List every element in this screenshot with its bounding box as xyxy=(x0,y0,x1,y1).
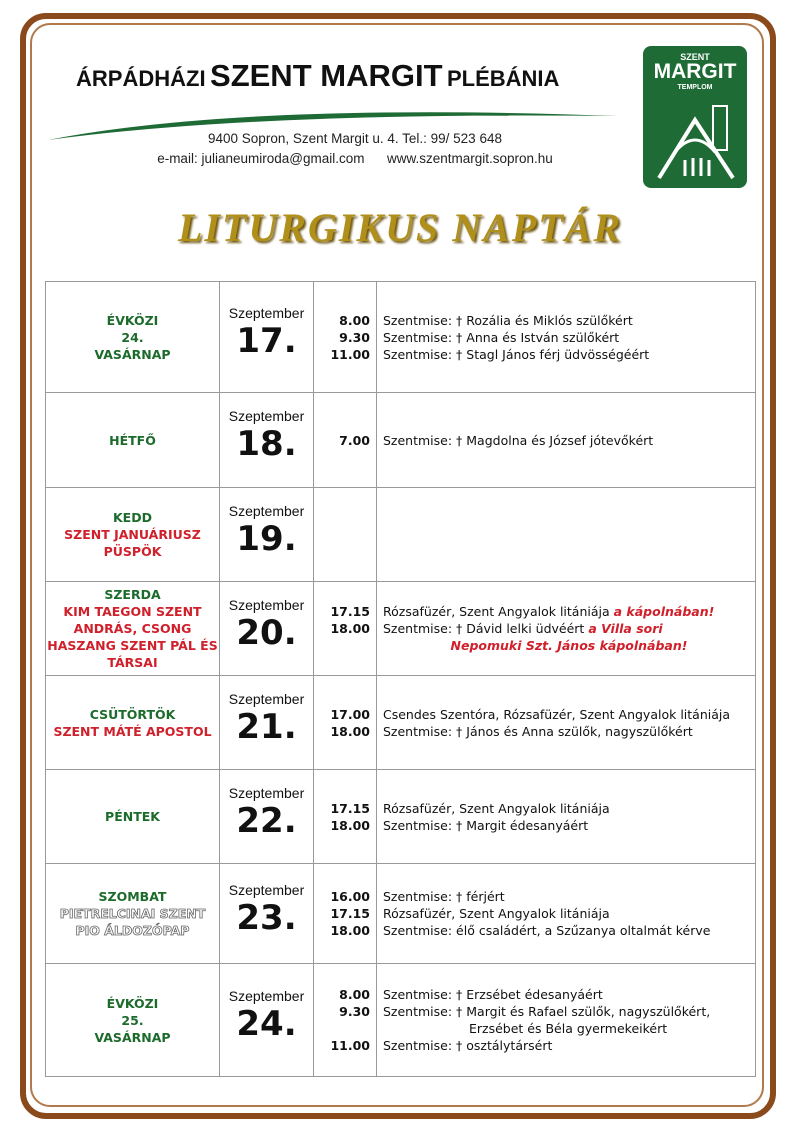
logo-sub-text: TEMPLOM xyxy=(677,84,713,91)
event-text: Nepomuki Szt. János kápolnában! xyxy=(450,638,688,653)
table-row xyxy=(46,582,756,676)
event-line xyxy=(383,637,755,654)
day-name-cell xyxy=(46,864,220,964)
event-line xyxy=(383,329,755,346)
event-cell xyxy=(377,282,756,393)
event-line xyxy=(383,800,755,817)
title-post: PLÉBÁNIA xyxy=(446,66,560,91)
table-row xyxy=(46,282,756,393)
day-name-line: CSÜTÖRTÖK xyxy=(89,706,176,722)
time-cell xyxy=(314,770,377,864)
event-cell xyxy=(377,393,756,488)
month-label: Szeptember xyxy=(228,988,305,1004)
day-number: 21. xyxy=(236,706,297,747)
day-name-cell xyxy=(46,582,220,676)
event-text: Rózsafüzér, Szent Angyalok litániája xyxy=(383,906,610,921)
title-pre: ÁRPÁDHÁZI xyxy=(76,66,206,91)
event-text: Szentmise: † János és Anna szülők, nagyszülőkért xyxy=(383,723,693,739)
event-text: Szentmise: † osztálytársért xyxy=(383,1038,553,1053)
date-cell xyxy=(220,488,314,582)
event-cell xyxy=(377,964,756,1077)
event-text: Szentmise: élő családért, a Szűzanya oltalmát kérve xyxy=(383,923,711,938)
date-cell xyxy=(220,393,314,488)
mass-time: 18.00 xyxy=(330,923,370,938)
month-label: Szeptember xyxy=(228,784,305,801)
day-name-cell xyxy=(46,676,220,770)
logo-main-text: MARGIT xyxy=(653,60,737,83)
time-cell xyxy=(314,864,377,964)
event-line xyxy=(383,723,755,740)
event-line xyxy=(383,1037,755,1054)
day-name-line: PIO ÁLDOZÓPAP xyxy=(75,923,190,938)
liturgical-calendar-table xyxy=(45,281,756,1077)
parish-logo xyxy=(643,46,747,188)
mass-time: 18.00 xyxy=(330,817,370,833)
parish-title xyxy=(76,58,616,94)
mass-time: 8.00 xyxy=(339,987,370,1002)
table-row xyxy=(46,393,756,488)
contact-line xyxy=(120,151,590,166)
date-cell xyxy=(220,282,314,393)
event-text: Csendes Szentóra, Rózsafüzér, Szent Angyalok litániája xyxy=(383,706,731,722)
day-name-line: HÉTFŐ xyxy=(109,432,156,448)
day-name-line: ÉVKÖZI xyxy=(106,312,159,328)
day-name-line: KIM TAEGON SZENT xyxy=(63,604,202,619)
day-name-cell xyxy=(46,964,220,1077)
email-link[interactable]: e-mail: julianeumiroda@gmail.com xyxy=(157,151,365,166)
address-line: 9400 Sopron, Szent Margit u. 4. Tel.: 99/ 523 648 xyxy=(208,131,502,146)
event-text: Szentmise: † Erzsébet édesanyáért xyxy=(383,987,603,1002)
event-text: Erzsébet és Béla gyermekeikért xyxy=(469,1021,668,1036)
mass-time: 17.15 xyxy=(330,800,370,816)
day-name-line: HASZANG SZENT PÁL ÉS xyxy=(47,638,218,653)
month-label: Szeptember xyxy=(228,305,305,321)
time-cell xyxy=(314,488,377,582)
event-line xyxy=(383,312,755,329)
month-label: Szeptember xyxy=(228,596,305,613)
mass-time: 7.00 xyxy=(339,432,370,448)
event-line xyxy=(383,1020,755,1037)
date-cell xyxy=(220,676,314,770)
event-text: Szentmise: † Anna és István szülőkért xyxy=(383,329,620,345)
time-cell xyxy=(314,282,377,393)
day-name-line: SZENT JANUÁRIUSZ xyxy=(64,527,201,542)
day-name-cell xyxy=(46,393,220,488)
day-name-line: PÉNTEK xyxy=(105,809,160,824)
table-row xyxy=(46,864,756,964)
time-cell xyxy=(314,964,377,1077)
mass-time: 17.15 xyxy=(330,906,370,921)
event-text: a kápolnában! xyxy=(613,604,715,619)
event-line xyxy=(383,817,755,834)
table-row xyxy=(46,488,756,582)
mass-time: 16.00 xyxy=(330,889,370,904)
day-name-line: KEDD xyxy=(113,510,152,525)
event-text: Szentmise: † Margit és Rafael szülők, nagyszülőkért, xyxy=(383,1004,711,1019)
day-name-line: ÉVKÖZI xyxy=(106,995,159,1011)
date-cell xyxy=(220,964,314,1077)
event-cell xyxy=(377,770,756,864)
mass-time: 18.00 xyxy=(330,621,370,636)
day-name-line: SZERDA xyxy=(104,587,161,602)
date-cell xyxy=(220,864,314,964)
event-line xyxy=(383,346,755,363)
mass-time: 8.00 xyxy=(339,312,370,328)
church-icon xyxy=(653,92,737,182)
day-name-line: 24. xyxy=(121,329,144,345)
table-row xyxy=(46,770,756,864)
event-line xyxy=(383,986,755,1003)
day-name-line: SZOMBAT xyxy=(98,889,167,904)
day-name-line: PIETRELCINAI SZENT xyxy=(59,906,206,921)
date-cell xyxy=(220,582,314,676)
mass-time: 17.00 xyxy=(330,706,370,722)
day-name-line: VASÁRNAP xyxy=(94,346,171,362)
event-cell xyxy=(377,864,756,964)
event-line xyxy=(383,888,755,905)
event-text: Szentmise: † férjért xyxy=(383,889,505,904)
event-text: Rózsafüzér, Szent Angyalok litániája xyxy=(383,800,610,816)
day-number: 19. xyxy=(236,518,297,559)
logo-top-text: SZENT xyxy=(680,52,710,62)
website-link[interactable]: www.szentmargit.sopron.hu xyxy=(386,151,553,166)
event-line xyxy=(383,905,755,922)
event-text: Szentmise: † Magdolna és József jótevőkért xyxy=(383,432,654,448)
day-name-line: SZENT MÁTÉ APOSTOL xyxy=(53,723,212,739)
event-line xyxy=(383,1003,755,1020)
day-name-line: ANDRÁS, CSONG xyxy=(73,621,192,636)
day-name-line: PÜSPÖK xyxy=(103,544,162,559)
day-number: 24. xyxy=(236,1004,297,1044)
table-row xyxy=(46,676,756,770)
calendar-heading: LITURGIKUS NAPTÁR xyxy=(177,205,623,250)
day-name-line: TÁRSAI xyxy=(107,655,158,670)
time-cell xyxy=(314,582,377,676)
month-label: Szeptember xyxy=(228,502,305,519)
day-name-line: 25. xyxy=(121,1012,144,1028)
mass-time: 17.15 xyxy=(330,604,370,619)
event-text: Szentmise: † Rozália és Miklós szülőkért xyxy=(383,312,633,328)
event-text: Szentmise: † Dávid lelki üdvéért xyxy=(383,621,589,636)
table-row xyxy=(46,964,756,1077)
event-text: Szentmise: † Stagl János férj üdvösségéért xyxy=(383,346,650,362)
day-number: 22. xyxy=(236,800,297,841)
day-name-cell xyxy=(46,282,220,393)
time-cell xyxy=(314,676,377,770)
event-text: a Villa sori xyxy=(588,621,663,636)
event-cell xyxy=(377,488,756,582)
event-text: Szentmise: † Margit édesanyáért xyxy=(383,817,589,833)
day-number: 17. xyxy=(236,321,297,361)
event-line xyxy=(383,706,755,723)
day-name-cell xyxy=(46,488,220,582)
mass-time: 11.00 xyxy=(330,1038,370,1053)
event-line xyxy=(383,603,755,620)
date-cell xyxy=(220,770,314,864)
event-cell xyxy=(377,582,756,676)
day-number: 18. xyxy=(236,424,297,464)
mass-time xyxy=(314,637,370,654)
mass-time xyxy=(314,1020,370,1037)
month-label: Szeptember xyxy=(228,408,305,424)
event-line xyxy=(383,620,755,637)
month-label: Szeptember xyxy=(228,690,305,707)
day-number: 20. xyxy=(236,612,297,653)
mass-time: 9.30 xyxy=(339,329,370,345)
title-main: SZENT MARGIT xyxy=(210,58,443,93)
event-line xyxy=(383,922,755,939)
event-text: Rózsafüzér, Szent Angyalok litániája xyxy=(383,604,614,619)
event-line xyxy=(383,432,755,449)
event-cell xyxy=(377,676,756,770)
month-label: Szeptember xyxy=(228,881,305,898)
time-cell xyxy=(314,393,377,488)
mass-time: 18.00 xyxy=(330,723,370,739)
day-name-line: VASÁRNAP xyxy=(94,1029,171,1045)
day-number: 23. xyxy=(236,897,297,938)
day-name-cell xyxy=(46,770,220,864)
mass-time: 11.00 xyxy=(330,346,370,362)
mass-time: 9.30 xyxy=(339,1004,370,1019)
